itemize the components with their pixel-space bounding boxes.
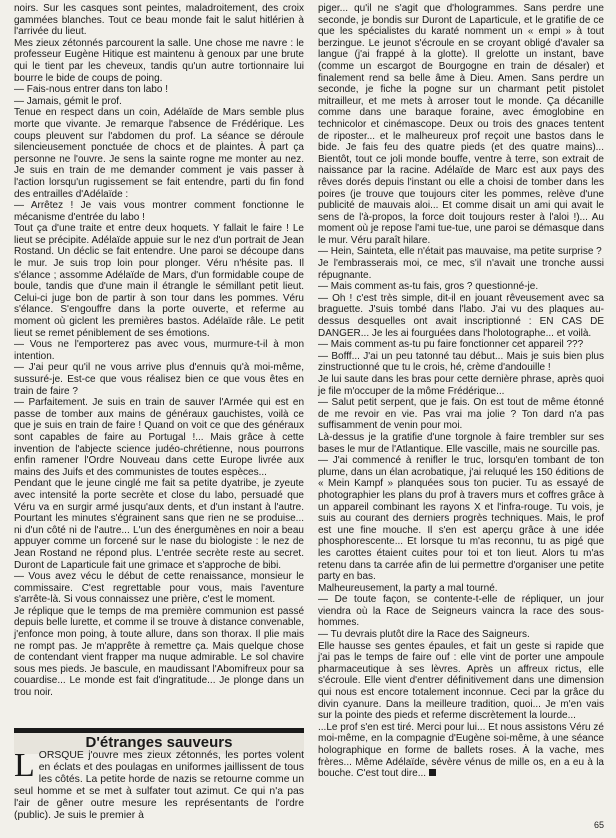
paragraph: — Tu devrais plutôt dire la Race des Saigneurs. — [318, 629, 530, 641]
paragraph: — Mais comment as-tu fais, gros ? questionné-je. — [318, 281, 539, 293]
paragraph: — Hein, Sainteta, elle n'était pas mauvaise, ma petite surprise ? — [318, 246, 602, 258]
end-square-icon — [429, 769, 436, 776]
right-column — [318, 3, 604, 780]
paragraph: Malheureusement, la party a mal tourné. — [318, 582, 498, 594]
paragraph: — Jamais, gémit le prof. — [14, 95, 122, 107]
intro-paragraph — [14, 747, 304, 823]
paragraph: piger... qu'il ne s'agit que d'hologrammes. Sans perdre une seconde, je bondis sur Duront de Laparticule, et le gratifie de ce que les spécialistes du karaté nomment un « empi » à tout berzingue. Le jeunot s'écroule en se croyant obligé d'avaler sa langue (j'ai frappé à la glotte). Il grelotte un instant, bave (comme un escargot de Bourgogne en train de désaler) et finalement rend sa belle âme à Dieu. Amen. Sans perdre un seconde, je fiche la pogne sur un charmant petit pistolet mitrailleur, et me mets à arroser tout le monde. Ça décanille comme dans une baraque foraine, avec émoglobine en technicolor et cinémascope. Deux ou trois des gnaces tentent de riposter... et le malheureux prof reçoit une bastos dans le bide. Je fais feu des quatre pieds (et des quatre mains)... Bientôt, tout ce joli monde bouffe, ventre à terre, son extrait de naissance par la racine. Adélaïde de Marc est aux pays des rêves dorés depuis l'instant ou elle a choisi de tomber dans les poires (je trouve que toujours citer les pommes, relève d'une publicité de mauvais aloi... Et comme disait un ami qui avait le sens de l'à-propos, la force doit toujours rester à l'aloi !)... Au moment où je repose l'ami tue-tue, une paroi se démasque dans le mur. Véru paraît hilare. — [318, 3, 604, 246]
paragraph: Pendant que le jeune cinglé me fait sa petite dyatribe, je zyeute avec intensité la porte secrète et close du labo, persuadé que Véru va en surgir armé jusqu'aux dents, et d'un instant à l'autre. Pourtant les minutes s'égrainent sans que rien ne se produise... ni d'un côté ni de l'autre... L'un des énergumènes en noir a beau appuyer comme un forcené sur le nase du biologiste : le nez de Jean Rostand ne répond plus. L'entrée secrète reste au secret. Duront de Laparticule fait une grimace et s'approche de bibi. — [14, 478, 304, 571]
paragraph: — Salut petit serpent, que je fais. On est tout de même étonné de me revoir en vie. Pas vrai ma jolie ? Ton dard n'a pas suffisamment de venin pour moi. — [318, 397, 604, 432]
paragraph: Je l'embrasserais moi, ce mec, s'il n'avait une tronche aussi répugnante. — [318, 258, 604, 281]
final-text: ...Le prof s'en est tiré. Merci pour lui... Et nous assistons Véru zé moi-même, en la compagnie d'Eugène soi-même, à une séance holographique en forme de ballets roses. À la vache, mes frères... Même Adélaïde, sévère vénus de mille os, en a eu à la bouche. C'est tout dire... — [318, 721, 604, 780]
paragraph: — Fais-nous entrer dans ton labo ! — [14, 84, 168, 96]
paragraph: Elle hausse ses gentes épaules, et fait un geste si rapide que j'ai pas le temps de faire ouf : elle vint de porter une ampoule pharmaceutique à ses lèvres. Après un affreux rictus, elle s'écroule. Elle vient d'entrer définitivement dans une dimension qui nous est encore totalement inconnue. Ceci par la grâce du divin cyanure. Dans la meilleure tradition, quoi... Je m'en vais sur la pointe des pieds et referme discrètement la lourde... — [318, 640, 604, 722]
paragraph: — Vous avez vécu le début de cette renaissance, monsieur le commissaire. C'est regrettable pour vous, mais l'aventure s'arrête-là. Si vous connaissez une prière, c'est le moment. — [14, 571, 304, 606]
paragraph: — J'ai peur qu'il ne vous arrive plus d'ennuis qu'à moi-même, sussuré-je. Est-ce que vous réalisez bien ce que vous êtes en train de faire ? — [14, 362, 304, 397]
page-number: 65 — [593, 820, 604, 830]
paragraph: Je réplique que le temps de ma première communion est passé depuis belle lurette, et comme il se trouve à distance convenable, j'enfonce mon poing, à toute allure, dans son thorax. Il plie mais ne rompt pas. Je m'apprête à remettre ça. Mais quelque chose de contendant vient frapper ma nuque admirable. Le sol chavire sous mes pieds. Je bascule, en maudissant l'Abomifreux pour sa couardise... Le monde est fait d'ingratitude... Je plonge dans un trou noir. — [14, 605, 304, 699]
intro-text: ORSQUE j'ouvre mes zieux zétonnés, les portes volent en éclats et des poulagas en uniformes jaillissent de tous les côtés. La petite horde de nazis se retourne comme un seul homme et se met à sulfater tout azimut. Ce qui n'a pas l'air de gêner outre mesure les représentants de l'ordre (public). Je suis le premier à — [14, 750, 304, 822]
paragraph: — Vous ne l'emporterez pas avec vous, murmure-t-il à mon intention. — [14, 339, 304, 362]
paragraph: Là-dessus je la gratifie d'une torgnole à faire trembler sur ses bases le mur de l'Atlantique. Elle vascille, mais ne sourcille pas. — [318, 431, 604, 455]
paragraph: — Bofff... J'ai un peu tatonné tau début... Mais je suis bien plus zinstructionné que tu le crois, hé, crème d'andouille ! — [318, 350, 604, 374]
paragraph: — J'ai commencé à renifler le truc, lorsqu'en tombant de ton plume, dans un élan acrobatique, j'ai reluqué les 150 éditions de « Mein Kampf » planquées sous ton pucier. Tu as essayé de photographier les plans du prof à travers murs et coffres grâce à un appareil combinant les rayons X et l'infra-rouge. Tu vois, je suis au courant des derniers progrès techniques. Mais, le prof est une fine mouche. Il s'en est aperçu grâce à une idée phosphorescente... Et lorsque tu m'as reconnu, tu as pigé que les carottes étaient cuites pour toi et ton lieut. Alors tu m'as retenu dans ta carrée afin de lui permettre d'organiser une petite party en bas. — [318, 455, 604, 583]
paragraph-final — [318, 722, 604, 780]
paragraph: — De toute façon, se contente-t-elle de répliquer, un jour viendra où la Race de Seigneurs vaincra la race des sous-hommes. — [318, 594, 604, 629]
paragraph: — Oh ! c'est très simple, dit-il en jouant rêveusement avec sa braguette. J'suis tombé dans l'labo. J'ai vu des plaques au-dessus desquelles ont avait inscriptionné : EN CAS DE DANGER... Je les ai fourguées dans l'holotographe... et voilà. — [318, 292, 604, 339]
drop-cap: L — [14, 747, 35, 784]
section-intro — [14, 747, 304, 823]
paragraph: Mes zieux zétonnés parcourent la salle. Une chose me navre : le professeur Eugène Hitique est maintenu à genoux par une brute qui le tient par les cheveux, tandis qu'un autre tortionnaire lui bourre le bide de coups de poing. — [14, 37, 304, 84]
paragraph: — Parfaitement. Je suis en train de sauver l'Armée qui est en passe de tomber aux mains de généraux gauchistes, voilà ce que je suis en train de faire ! Quand on voit ce que des généraux sont capables de faire au Portugal !... Mais grâce à cette invention de l'abjecte science judéo-chrétienne, nous pourrons enfin ramener l'Ordre Nouveau dans cette Europe livrée aux mains des Juifs et des communistes de toutes espèces... — [14, 397, 304, 478]
left-column — [14, 3, 304, 699]
paragraph: — Mais comment as-tu pu faire fonctionner cet appareil ??? — [318, 339, 584, 351]
paragraph: Tout ça d'une traite et entre deux hoquets. Y fallait le faire ! Le lieut se précipite. Adélaïde appuie sur le nez d'un portrait de Jean Rostand. Un déclic se fait entendre. Une paroi se découpe dans le mur. Je suis trop loin pour plonger. Véru n'hésite pas. Il s'élance ; assomme Adélaïde de Mars, d'un formidable coupe de boule, tandis que d'une main il étrangle le sémillant petit lieut. Celui-ci juge bon de partir à son tour dans les pommes. Véru s'élance. S'engouffre dans la porte ouverte, et referme au moment où giclent les premières bastos. Adélaïde râle. Le petit lieut se remet péniblement de ses émotions. — [14, 223, 304, 339]
paragraph: — Arrêtez ! Je vais vous montrer comment fonctionne le mécanisme d'entrée du labo ! — [14, 200, 304, 223]
section-heading: D'étranges sauveurs — [85, 734, 233, 751]
paragraph: Je lui saute dans les bras pour cette dernière phrase, après quoi je file m'occuper de la môme Frédérique... — [318, 374, 604, 397]
paragraph: noirs. Sur les casques sont peintes, maladroitement, des croix gammées blanches. Tout ce beau monde fait le salut hitlérien à l'arrivée du lieut. — [14, 3, 304, 38]
paragraph: Tenue en respect dans un coin, Adélaïde de Mars semble plus morte que vivante. Je remarque l'absence de Frédérique. Les coups pleuvent sur l'abdomen du prof. La séance se déroule silencieusement ponctuée de chocs et de plaintes. À part ça personne ne l'ouvre. Je sens la sainte rogne me monter au nez. Je suis en train de me demander comment je vais passer à l'action lorsqu'un rugissement se fait entendre, parti du fin fond des entrailles d'Adélaïde : — [14, 107, 304, 200]
